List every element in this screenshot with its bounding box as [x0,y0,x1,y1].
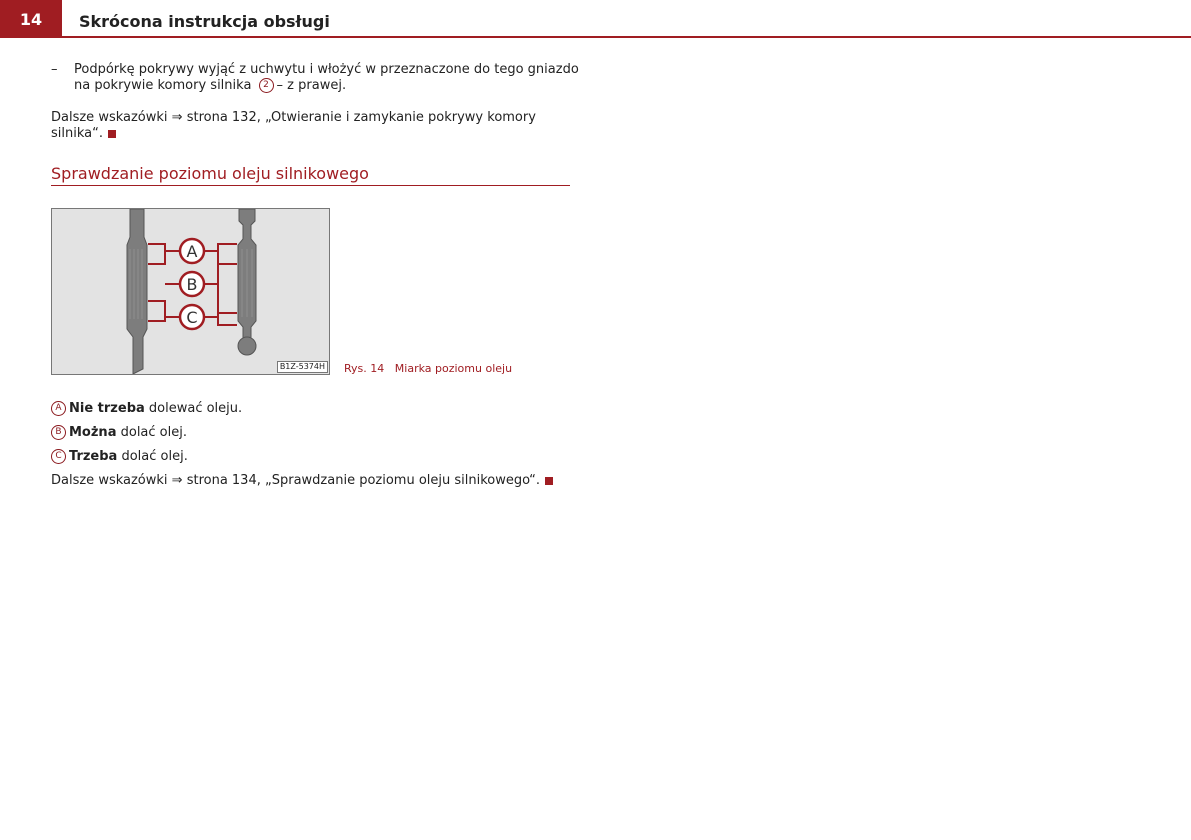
level-label-b: B [186,275,198,294]
intro-line-2 [74,78,346,94]
figure-caption-number: Rys. 14 [344,362,385,375]
dipstick-illustration [52,209,329,374]
left-brackets [148,244,180,321]
page-number: 14 [0,0,62,38]
marker-c-icon: C [51,449,66,464]
running-header-title: Skrócona instrukcja obsługi [79,12,330,31]
note-1-line-1: Dalsze wskazówki ⇒ strona 132, „Otwieranie i zamykanie pokrywy komory [51,110,536,125]
item-b-bold: Można [69,425,117,440]
level-label-b-icon [180,272,204,296]
figure-caption [344,362,512,375]
note-1-line-2 [51,126,116,142]
item-a-text: dolewać oleju. [148,401,243,416]
level-label-c: C [186,308,198,327]
intro-line-2-suffix: – z prawej. [276,78,347,93]
level-label-a: A [186,242,198,261]
right-brackets [205,244,237,325]
item-c-text: dolać olej. [121,449,188,464]
intro-line-1: Podpórkę pokrywy wyjąć z uchwytu i włożyć w przeznaczone do tego gniazdo [74,62,579,77]
right-dipstick-ball [238,337,256,355]
intro-line-2-text: na pokrywie komory silnika [74,78,252,93]
list-item [51,449,188,465]
section-title: Sprawdzanie poziomu oleju silnikowego [51,164,369,183]
list-item [51,401,242,417]
end-of-section-icon [108,130,116,138]
note-1-line-2-text: silnika“. [51,126,103,141]
end-of-section-icon [545,477,553,485]
note-2 [51,473,553,489]
list-item [51,425,187,441]
item-b-text: dolać olej. [120,425,187,440]
header-rule [62,36,1191,38]
intro-dash: – [51,62,58,77]
section-rule [51,185,570,186]
item-a-bold: Nie trzeba [69,401,145,416]
level-label-c-icon [180,305,204,329]
figure-code: B1Z-5374H [277,361,328,373]
note-2-text: Dalsze wskazówki ⇒ strona 134, „Sprawdzanie poziomu oleju silnikowego“. [51,473,540,488]
figure-caption-text: Miarka poziomu oleju [394,362,513,375]
marker-2-icon: 2 [259,78,274,93]
item-c-bold: Trzeba [69,449,118,464]
level-label-a-icon [180,239,204,263]
marker-a-icon: A [51,401,66,416]
marker-b-icon: B [51,425,66,440]
dipstick-figure [51,208,330,375]
